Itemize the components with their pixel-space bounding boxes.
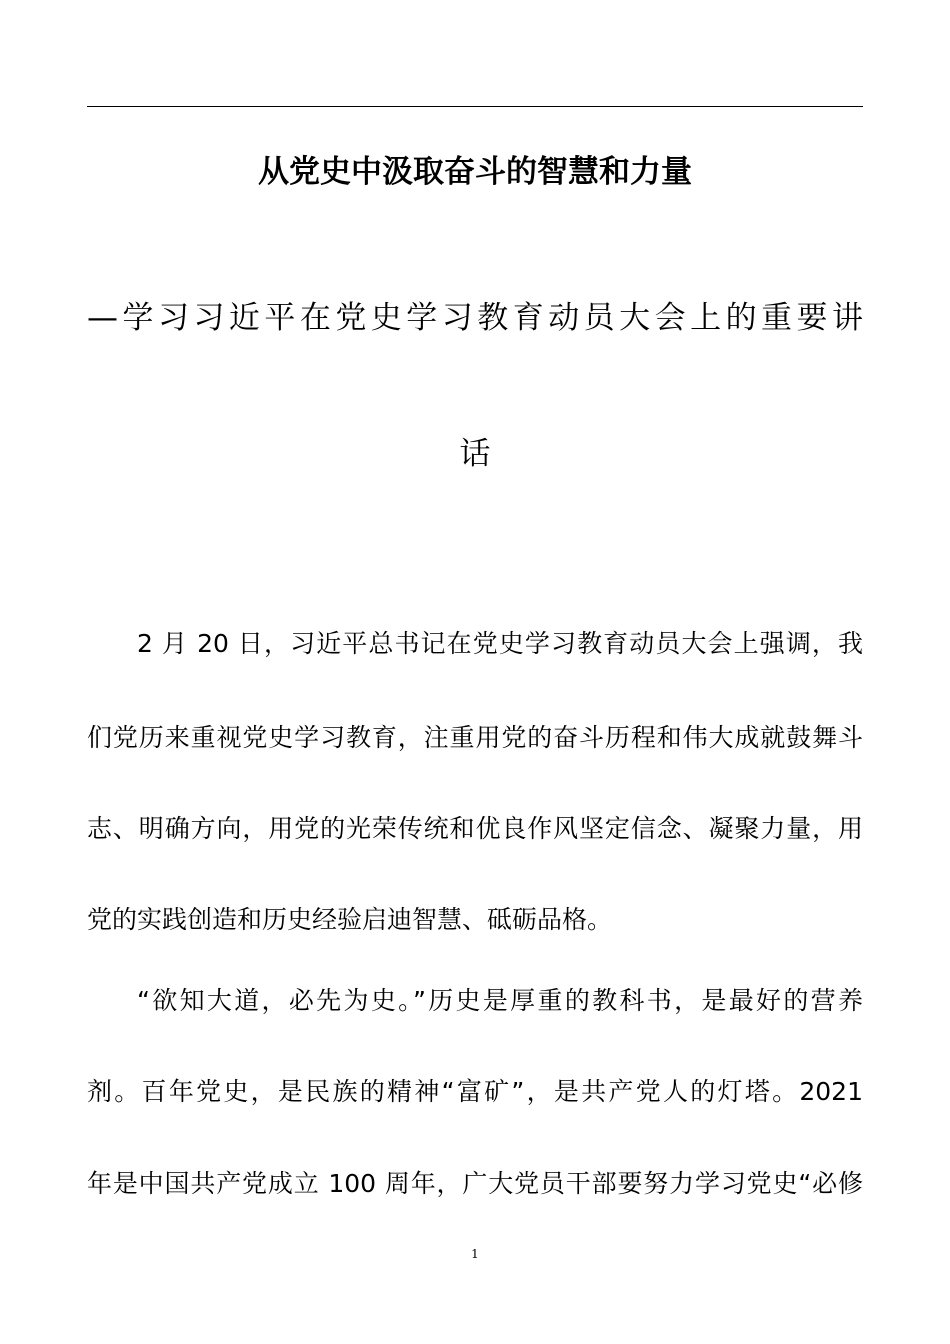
document-title: 从党史中汲取奋斗的智慧和力量 [258, 154, 692, 190]
paragraph-1-line-3: 志、明确方向，用党的光荣传统和优良作风坚定信念、凝聚力量，用 [87, 814, 863, 843]
page-number: 1 [471, 1247, 479, 1261]
paragraph-2-line-1: “欲知大道，必先为史。”历史是厚重的教科书，是最好的营养 [137, 986, 863, 1015]
paragraph-1-line-1: 2 月 20 日，习近平总书记在党史学习教育动员大会上强调，我 [137, 629, 863, 658]
paragraph-1-line-4: 党的实践创造和历史经验启迪智慧、砥砺品格。 [87, 905, 613, 934]
header-rule [87, 106, 863, 107]
document-subtitle-line-2: 话 [459, 436, 491, 472]
document-subtitle-line-1: —学习习近平在党史学习教育动员大会上的重要讲 [87, 300, 863, 336]
paragraph-1-line-2: 们党历来重视党史学习教育，注重用党的奋斗历程和伟大成就鼓舞斗 [87, 723, 863, 752]
paragraph-2-line-3: 年是中国共产党成立 100 周年，广大党员干部要努力学习党史“必修 [87, 1169, 863, 1198]
paragraph-2-line-2: 剂。百年党史，是民族的精神“富矿”，是共产党人的灯塔。2021 [87, 1077, 863, 1106]
